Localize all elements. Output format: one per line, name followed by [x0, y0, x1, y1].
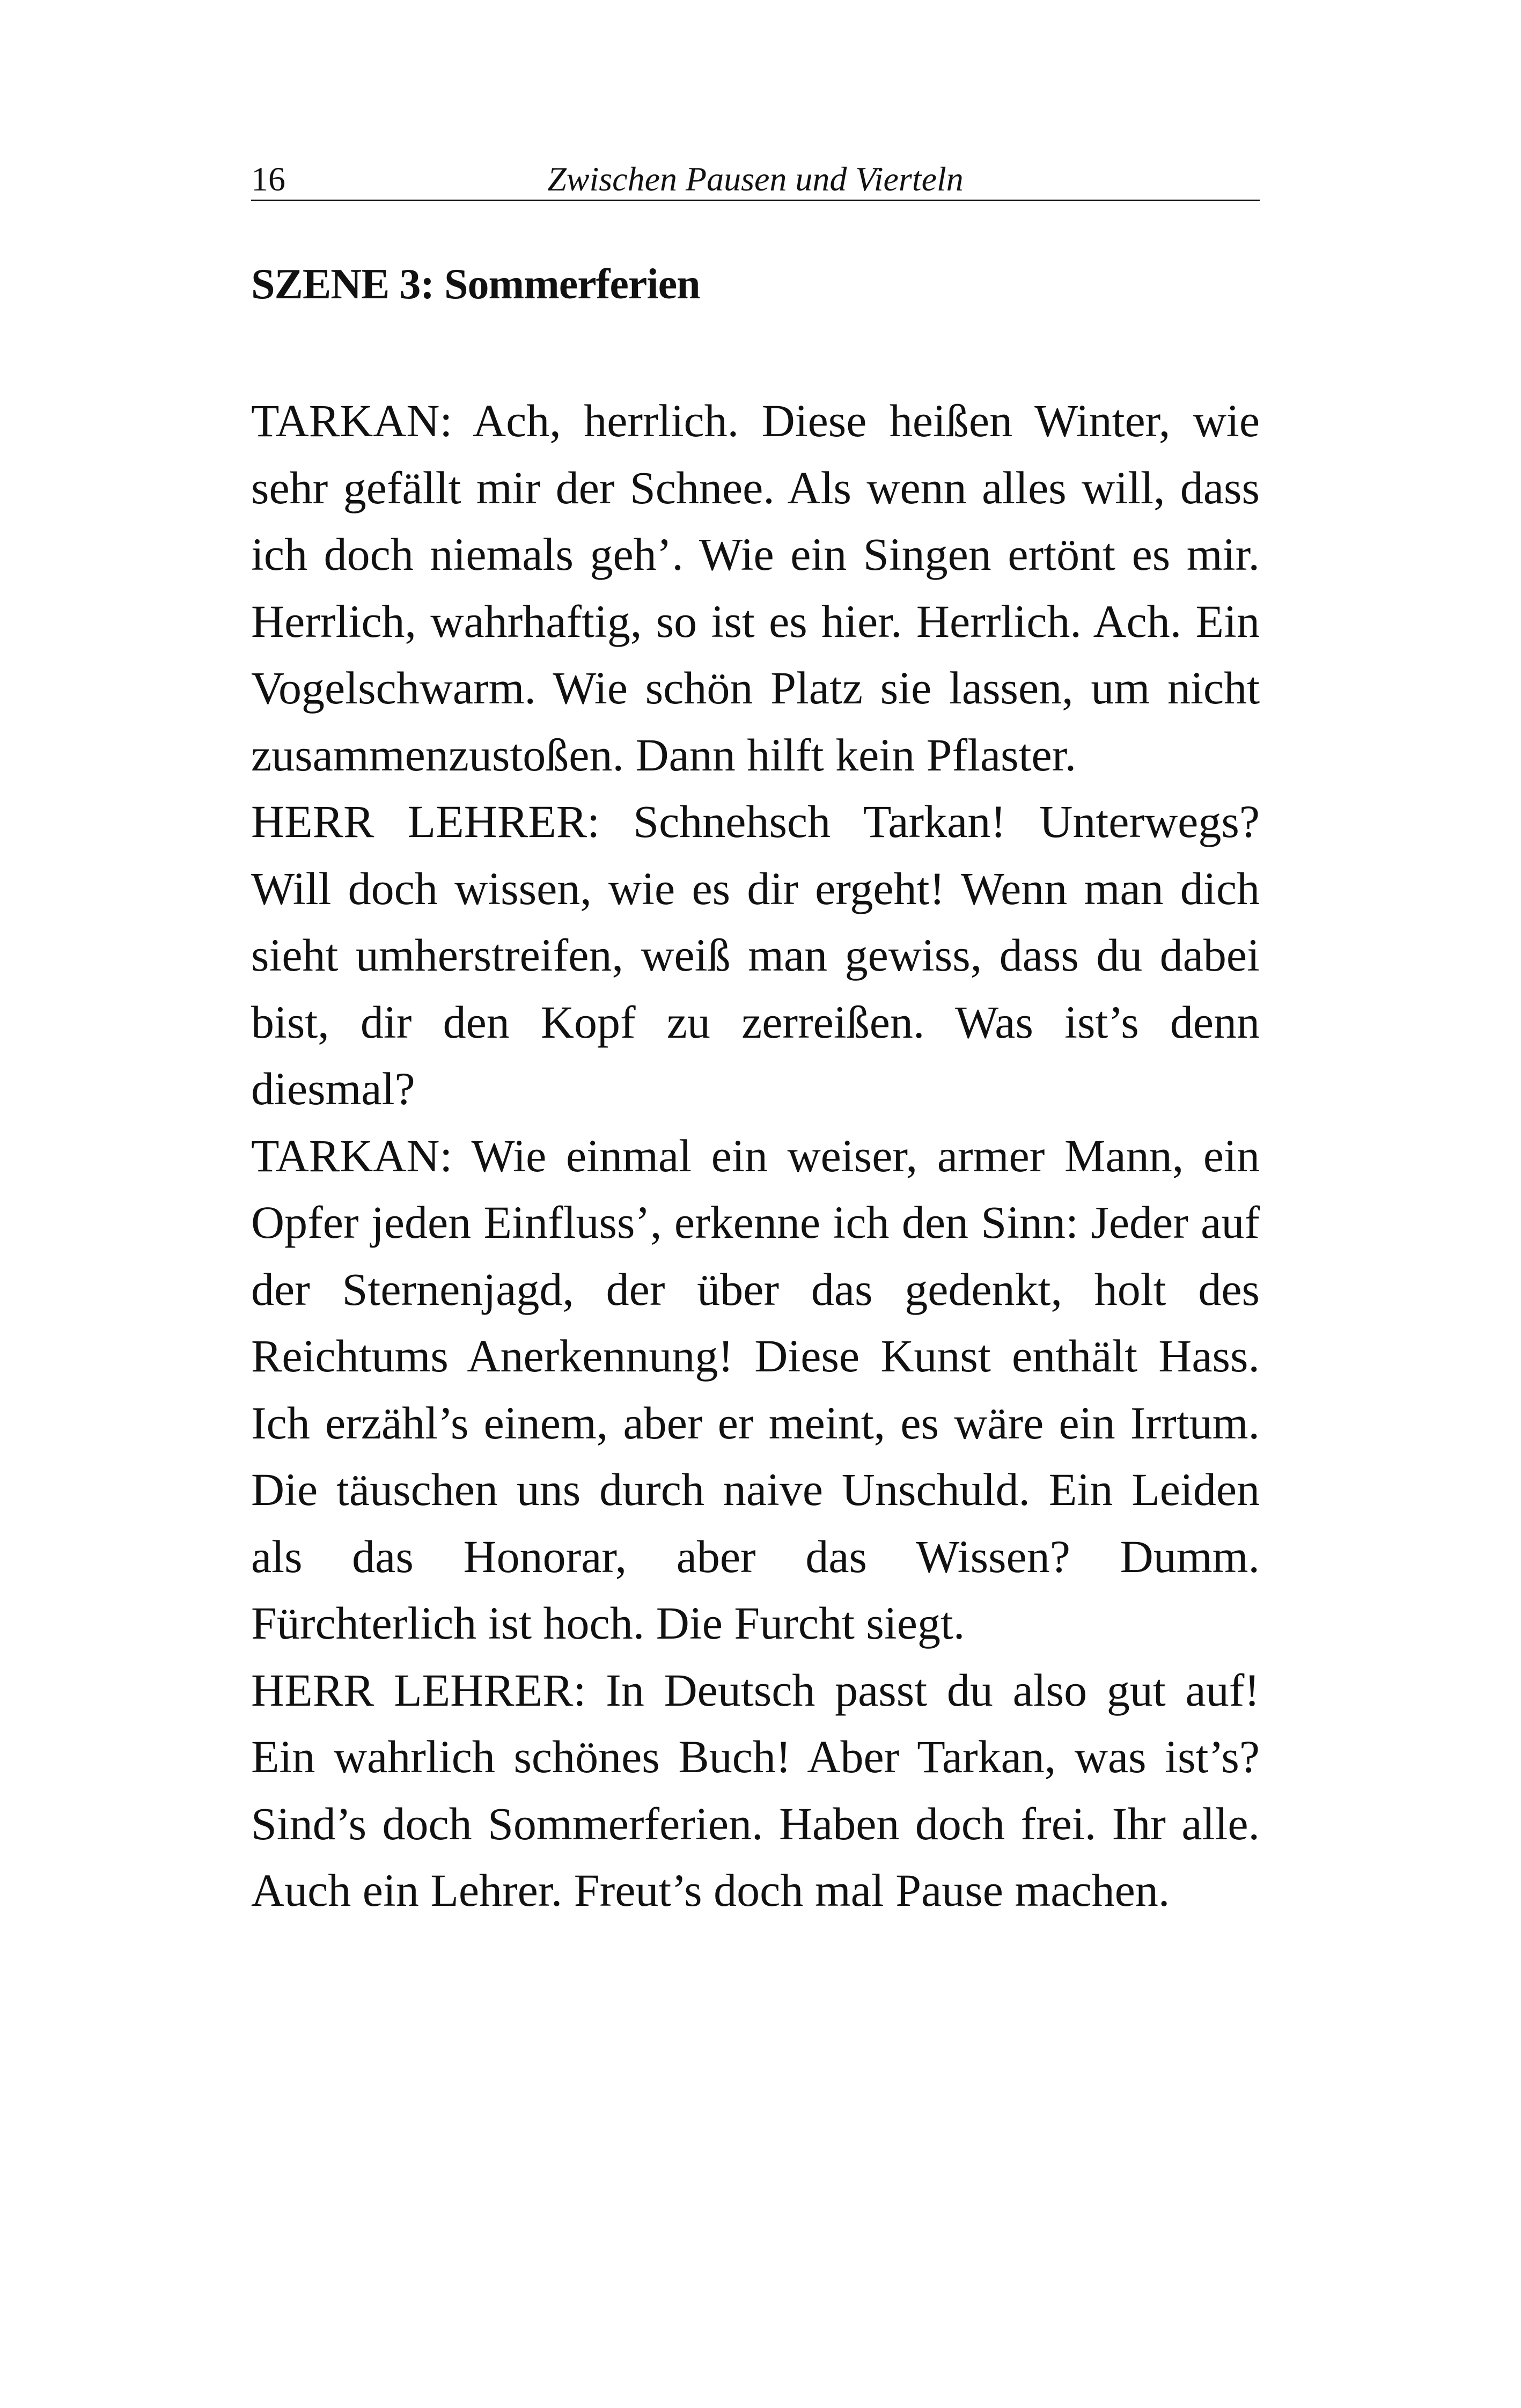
- speech-herr-lehrer-2: HERR LEHRER: In Deutsch passt du also gut auf! Ein wahrlich schönes Buch! Aber Tarkan, was ist’s? Sind’s doch Sommerferien. Haben doch frei. Ihr alle. Auch ein Lehrer. Freut’s doch mal Pause machen.: [251, 1664, 1260, 1916]
- speech-tarkan-2: TARKAN: Wie einmal ein weiser, armer Mann, ein Opfer jeden Einfluss’, erkenne ich den Sinn: Jeder auf der Sternenjagd, der über das gedenkt, holt des Reichtums Anerkennung! Diese Kunst enthält Hass. Ich erzähl’s einem, aber er meint, es wäre ein Irrtum. Die täuschen uns durch naive Unschuld. Ein Leiden als das Honorar, aber das Wissen? Dumm. Fürchterlich ist hoch. Die Furcht siegt.: [251, 1129, 1260, 1649]
- speech-herr-lehrer-1: HERR LEHRER: Schnehsch Tarkan! Unterwegs? Will doch wissen, wie es dir ergeht! Wenn man dich sieht umherstreifen, weiß man gewiss, dass du dabei bist, dir den Kopf zu zerreißen. Was ist’s denn diesmal?: [251, 796, 1260, 1114]
- scene-title: SZENE 3: Sommerferien: [251, 261, 700, 308]
- running-title: Zwischen Pausen und Vierteln: [547, 160, 964, 198]
- page-number: 16: [251, 160, 285, 198]
- dialogue-text: [251, 387, 1260, 1924]
- running-header: [251, 156, 1260, 201]
- speech-tarkan-1: TARKAN: Ach, herrlich. Diese heißen Winter, wie sehr gefällt mir der Schnee. Als wenn alles will, dass ich doch niemals geh’. Wie ein Singen ertönt es mir. Herrlich, wahrhaftig, so ist es hier. Herrlich. Ach. Ein Vogelschwarm. Wie schön Platz sie lassen, um nicht zusammenzustoßen. Dann hilft kein Pflaster.: [251, 395, 1260, 781]
